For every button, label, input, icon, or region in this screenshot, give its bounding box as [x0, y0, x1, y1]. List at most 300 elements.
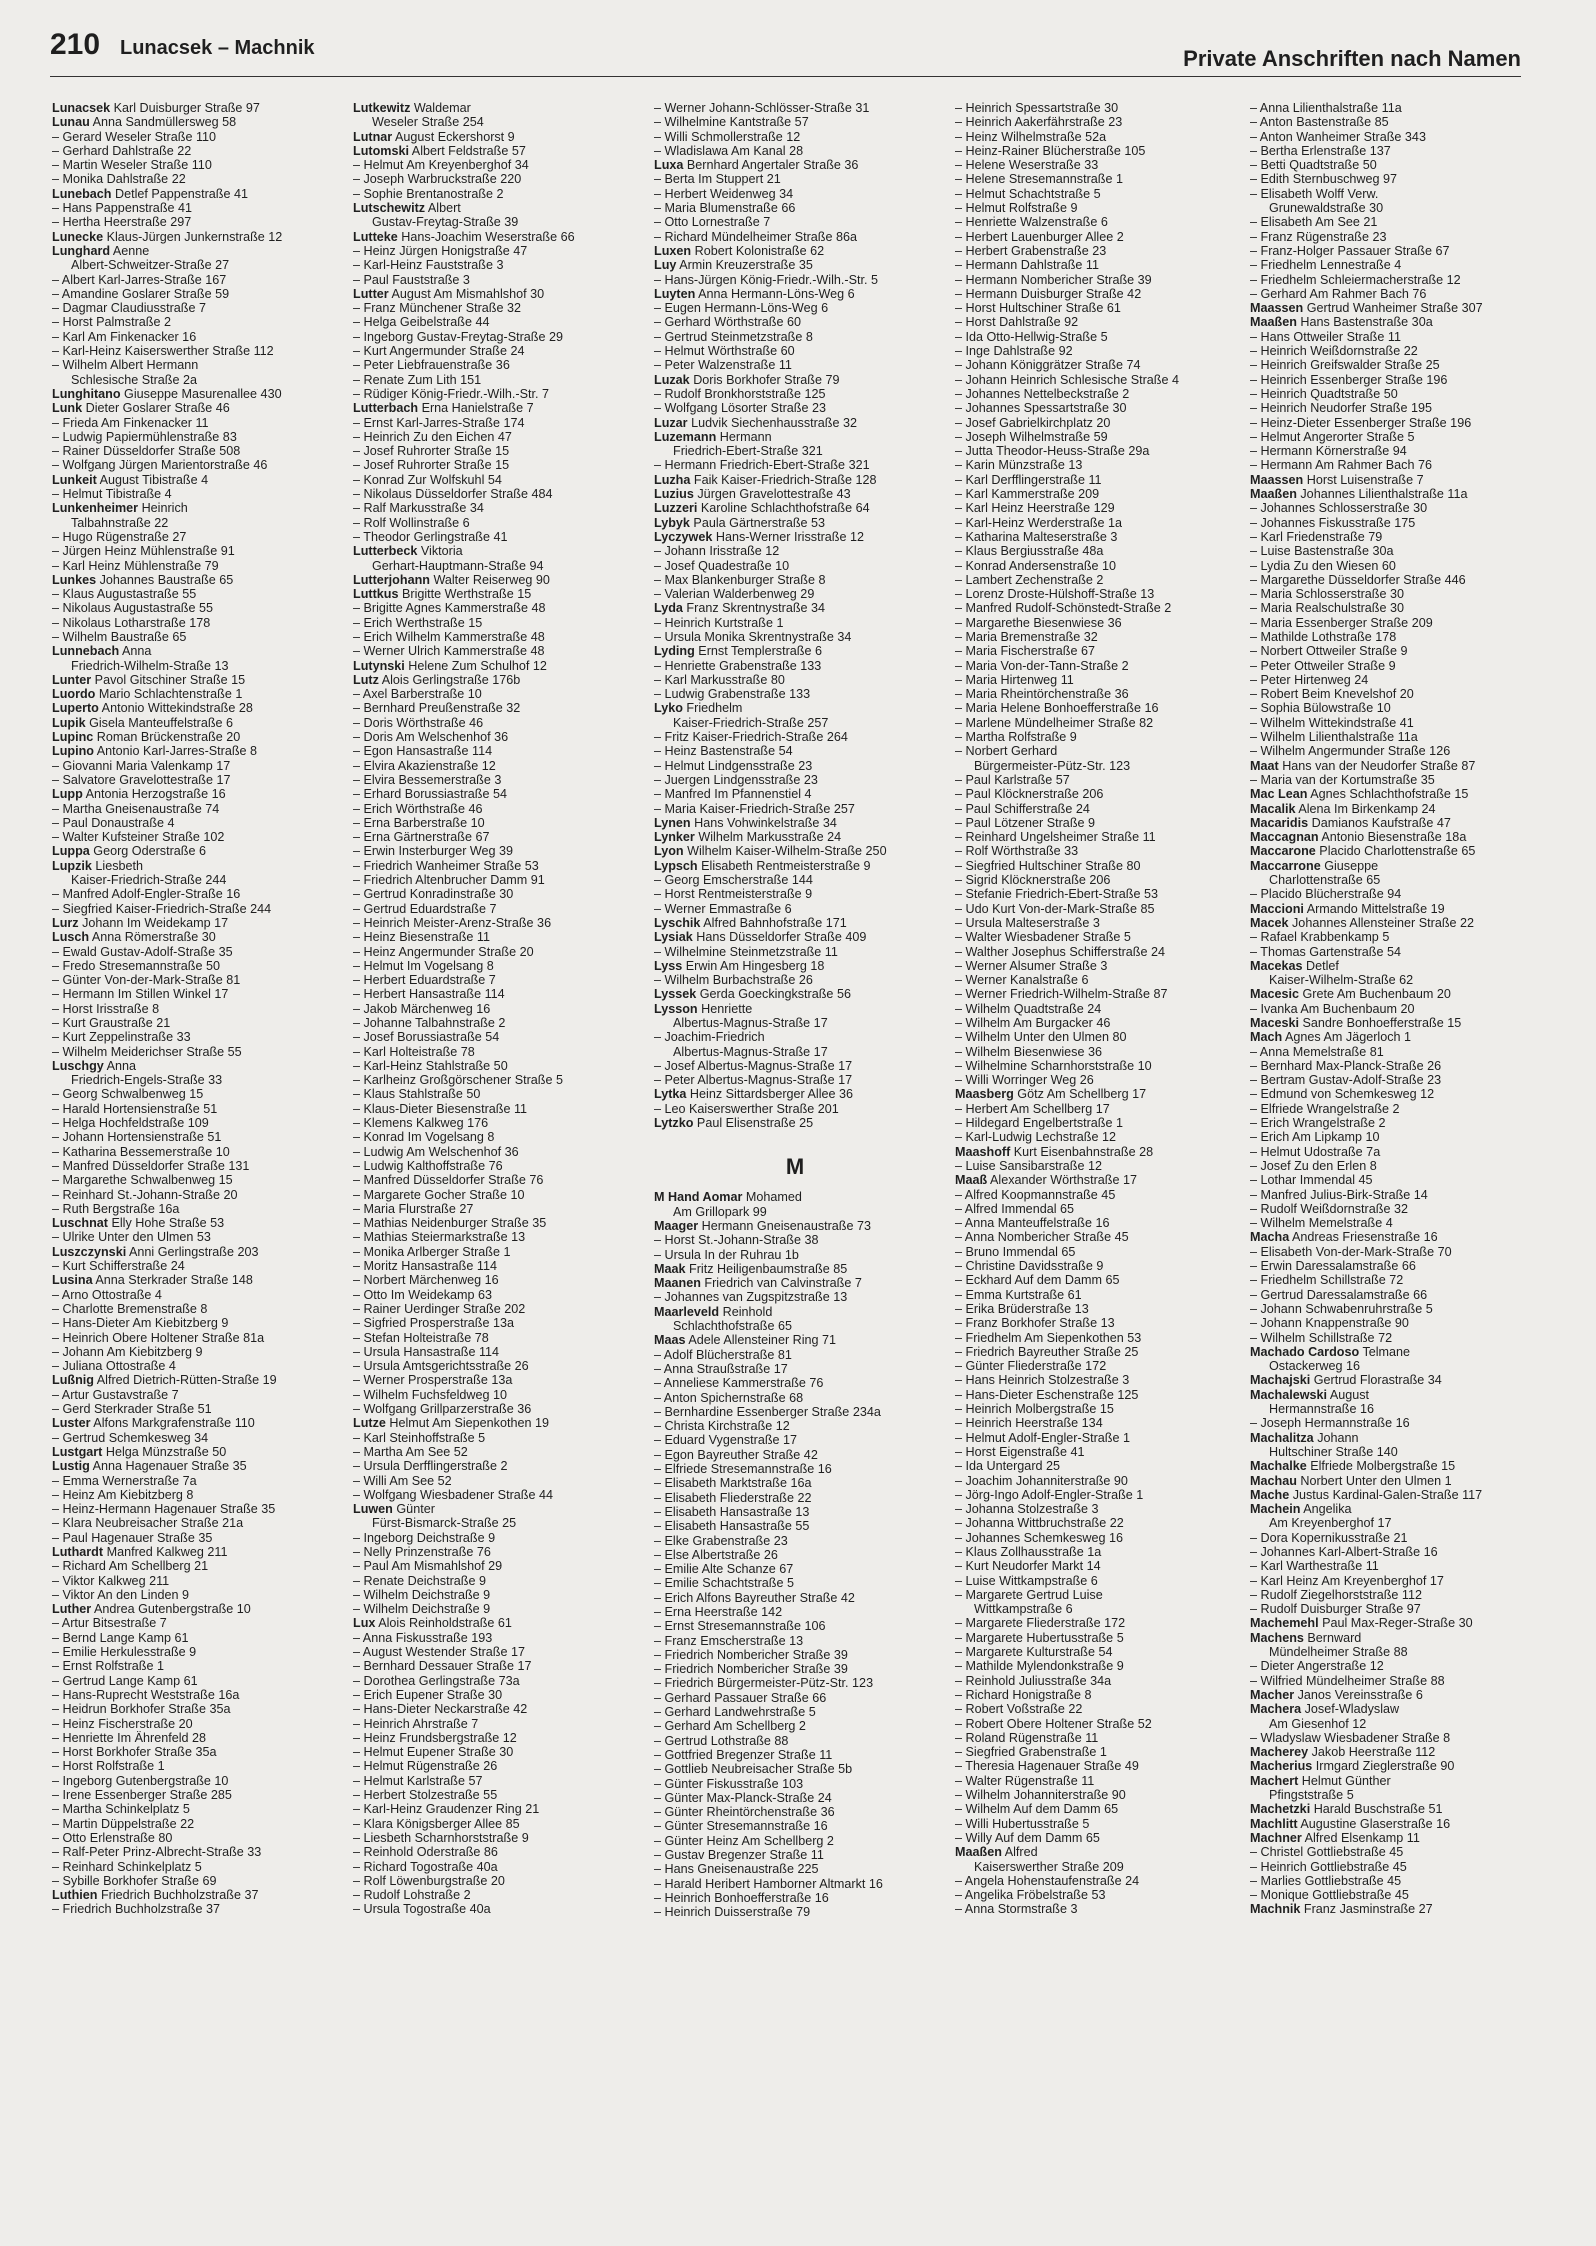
- column-2: [353, 101, 635, 1917]
- address-entry: – Henriette Walzenstraße 6: [955, 215, 1108, 230]
- address-entry: – Betti Quadtstraße 50: [1250, 158, 1377, 173]
- address-entry: – Max Blankenburger Straße 8: [654, 572, 826, 587]
- address-entry: – Horst Palmstraße 2: [52, 315, 171, 330]
- address-entry: – Erna Barberstraße 10: [353, 815, 485, 830]
- address-entry: – Maria van der Kortumstraße 35: [1250, 772, 1435, 787]
- address-entry: – Anneliese Kammerstraße 76: [654, 1376, 824, 1391]
- surname-entry: Lunebach Detlef Pappenstraße 41: [52, 186, 248, 201]
- address-entry: – Ursula Hansastraße 114: [353, 1344, 500, 1359]
- address-entry: – Johann Knappenstraße 90: [1250, 1316, 1409, 1331]
- surname-entry: Maccarrone Giuseppe: [1250, 858, 1379, 873]
- address-entry: – Klaus Augustastraße 55: [52, 587, 197, 602]
- surname-entry: Lustgart Helga Münzstraße 50: [52, 1444, 227, 1459]
- surname-entry: Lutkewitz Waldemar: [353, 101, 471, 115]
- surname-entry: Lysiak Hans Düsseldorfer Straße 409: [654, 930, 867, 945]
- address-entry: – Manfred Düsseldorfer Straße 131: [52, 1158, 250, 1173]
- surname-entry: Machau Norbert Unter den Ulmen 1: [1250, 1473, 1452, 1488]
- surname-entry: Lyda Franz Skrentnystraße 34: [654, 601, 826, 616]
- address-entry: – Johannes Nettelbeckstraße 2: [955, 386, 1130, 401]
- address-entry: – Klaus Bergiusstraße 48a: [955, 544, 1104, 559]
- entry-continuation: Hultschiner Straße 140: [1269, 1444, 1398, 1459]
- entry-continuation: Mündelheimer Straße 88: [1269, 1645, 1408, 1660]
- address-entry: – Erich Werthstraße 15: [353, 615, 483, 630]
- address-entry: – Manfred Im Pfannenstiel 4: [654, 787, 812, 802]
- address-entry: – Werner Prosperstraße 13a: [353, 1373, 513, 1388]
- address-entry: – Johanna Stolzestraße 3: [955, 1502, 1099, 1517]
- address-entry: – Hans-Dieter Am Kiebitzberg 9: [52, 1316, 229, 1331]
- surname-entry: Lysson Henriette: [654, 1001, 753, 1016]
- address-entry: – Ingeborg Gutenbergstraße 10: [52, 1773, 229, 1788]
- address-entry: – Axel Barberstraße 10: [353, 687, 482, 702]
- address-entry: – Maria Kaiser-Friedrich-Straße 257: [654, 801, 855, 816]
- address-entry: – Gerd Sterkrader Straße 51: [52, 1402, 212, 1417]
- surname-entry: Lux Alois Reinholdstraße 61: [353, 1616, 512, 1631]
- address-entry: – Paul Donaustraße 4: [52, 815, 175, 830]
- address-entry: – Monique Gottliebstraße 45: [1250, 1888, 1409, 1903]
- address-entry: – Karl-Heinz Stahlstraße 50: [353, 1058, 508, 1073]
- surname-entry: Lutterjohann Walter Reiserweg 90: [353, 572, 550, 587]
- address-entry: – Karl-Heinz Werderstraße 1a: [955, 515, 1123, 530]
- address-entry: – Luise Bastenstraße 30a: [1250, 544, 1394, 559]
- address-entry: – Wilhelmine Steinmetzstraße 11: [654, 944, 838, 959]
- page-header: [50, 28, 1521, 78]
- surname-entry: Lyding Ernst Templerstraße 6: [654, 644, 822, 659]
- header-rule: [50, 76, 1521, 77]
- address-entry: – Willi Hubertusstraße 5: [955, 1816, 1090, 1831]
- address-entry: – Wilhelm Burbachstraße 26: [654, 973, 813, 988]
- address-entry: – Katharina Malteserstraße 3: [955, 529, 1118, 544]
- address-entry: – Renate Deichstraße 9: [353, 1573, 487, 1588]
- address-entry: – Johannes Fiskusstraße 175: [1250, 515, 1416, 530]
- address-entry: – Hermann Dahlstraße 11: [955, 258, 1099, 273]
- surname-entry: Maarleveld Reinhold: [654, 1304, 773, 1319]
- address-entry: – Josef Albertus-Magnus-Straße 17: [654, 1058, 853, 1073]
- address-entry: – Henriette Grabenstraße 133: [654, 658, 822, 673]
- address-entry: – Anna Stormstraße 3: [955, 1902, 1078, 1917]
- address-entry: – Nelly Prinzenstraße 76: [353, 1544, 491, 1559]
- address-entry: – Karl-Ludwig Lechstraße 12: [955, 1130, 1117, 1145]
- surname-entry: Lutz Alois Gerlingstraße 176b: [353, 672, 521, 687]
- address-entry: – Josef Gabrielkirchplatz 20: [955, 415, 1111, 430]
- address-entry: – Herbert Stolzestraße 55: [353, 1788, 498, 1803]
- address-entry: – Günter Rheintörchenstraße 36: [654, 1805, 835, 1820]
- surname-entry: Lupinc Roman Brückenstraße 20: [52, 730, 241, 745]
- surname-entry: Luy Armin Kreuzerstraße 35: [654, 258, 813, 273]
- address-entry: – Erich Wrangelstraße 2: [1250, 1116, 1386, 1131]
- address-entry: – Brigitte Agnes Kammerstraße 48: [353, 601, 546, 616]
- address-entry: – Friedrich Wanheimer Straße 53: [353, 858, 539, 873]
- address-entry: – Bernhard Dessauer Straße 17: [353, 1659, 532, 1674]
- address-entry: – Christel Gottliebstraße 45: [1250, 1845, 1404, 1860]
- address-entry: – Heinrich Meister-Arenz-Straße 36: [353, 915, 552, 930]
- address-entry: – Manfred Adolf-Engler-Straße 16: [52, 887, 241, 902]
- surname-entry: Maaßen Alfred: [955, 1845, 1038, 1860]
- address-entry: – Theodor Gerlingstraße 41: [353, 529, 508, 544]
- address-entry: – Josef Zu den Erlen 8: [1250, 1158, 1377, 1173]
- address-entry: – Jakob Märchenweg 16: [353, 1001, 491, 1016]
- address-entry: – Günter Von-der-Mark-Straße 81: [52, 973, 241, 988]
- surname-entry: Lypsch Elisabeth Rentmeisterstraße 9: [654, 858, 871, 873]
- address-entry: – Helmut Schachtstraße 5: [955, 186, 1101, 201]
- address-entry: – Reinhold Juliusstraße 34a: [955, 1673, 1112, 1688]
- surname-entry: Maaßen Johannes Lilienthalstraße 11a: [1250, 487, 1468, 502]
- address-entry: – Friedrich Altenbrucher Damm 91: [353, 873, 545, 888]
- surname-entry: Macesic Grete Am Buchenbaum 20: [1250, 987, 1451, 1002]
- address-entry: – Maria Flurstraße 27: [353, 1201, 474, 1216]
- address-entry: – Rolf Wollinstraße 6: [353, 515, 470, 530]
- entry-continuation: Kaiser-Friedrich-Straße 244: [71, 873, 227, 888]
- address-entry: – Martin Weseler Straße 110: [52, 158, 212, 173]
- address-entry: – Horst Eigenstraße 41: [955, 1444, 1085, 1459]
- surname-entry: Macalik Alena Im Birkenkamp 24: [1250, 801, 1436, 816]
- entry-continuation: Friedrich-Wilhelm-Straße 13: [71, 658, 229, 673]
- surname-entry: Luszczynski Anni Gerlingstraße 203: [52, 1244, 259, 1259]
- address-entry: – Heinz Fischerstraße 20: [52, 1716, 193, 1731]
- address-entry: – Johann Am Kiebitzberg 9: [52, 1344, 203, 1359]
- address-entry: – Heinrich Neudorfer Straße 195: [1250, 401, 1433, 416]
- address-entry: – Karl Warthestraße 11: [1250, 1559, 1379, 1574]
- address-entry: – Robert Obere Holtener Straße 52: [955, 1716, 1152, 1731]
- surname-entry: Machajski Gertrud Florastraße 34: [1250, 1373, 1442, 1388]
- address-entry: – Ludwig Kalthoffstraße 76: [353, 1158, 503, 1173]
- address-entry: – Richard Am Schellberg 21: [52, 1559, 209, 1574]
- surname-entry: Luzar Ludvik Siechenhausstraße 32: [654, 415, 858, 430]
- address-entry: – Friedrich Bayreuther Straße 25: [955, 1344, 1139, 1359]
- surname-entry: M Hand Aomar Mohamed: [654, 1190, 802, 1205]
- address-entry: – Bruno Immendal 65: [955, 1244, 1076, 1259]
- surname-entry: Lunacsek Karl Duisburger Straße 97: [52, 101, 260, 115]
- surname-entry: Lyon Wilhelm Kaiser-Wilhelm-Straße 250: [654, 844, 887, 859]
- address-entry: – Friedhelm Schleiermacherstraße 12: [1250, 272, 1461, 287]
- address-entry: – Ralf-Peter Prinz-Albrecht-Straße 33: [52, 1845, 262, 1860]
- address-entry: – Joachim Johanniterstraße 90: [955, 1473, 1128, 1488]
- address-entry: – Hans Heinrich Stolzestraße 3: [955, 1373, 1130, 1388]
- address-entry: – Bernd Lange Kamp 61: [52, 1630, 189, 1645]
- address-entry: – Wladislawa Am Kanal 28: [654, 143, 804, 158]
- address-entry: – Elisabeth Hansastraße 13: [654, 1504, 810, 1519]
- entry-continuation: Pfingststraße 5: [1269, 1788, 1354, 1803]
- address-entry: – Jörg-Ingo Adolf-Engler-Straße 1: [955, 1487, 1144, 1502]
- surname-entry: Machens Bernward: [1250, 1630, 1362, 1645]
- column-3: [654, 101, 936, 1920]
- address-entry: – Karl-Heinz Kaiserswerther Straße 112: [52, 344, 274, 359]
- address-entry: – Ursula Togostraße 40a: [353, 1902, 491, 1917]
- surname-entry: Machalewski August: [1250, 1387, 1370, 1402]
- address-entry: – Alfred Koopmannstraße 45: [955, 1187, 1116, 1202]
- address-entry: – Bertram Gustav-Adolf-Straße 23: [1250, 1073, 1442, 1088]
- address-entry: – Herbert Eduardstraße 7: [353, 973, 496, 988]
- entry-continuation: Bürgermeister-Pütz-Str. 123: [974, 758, 1131, 773]
- surname-entry: Maashoff Kurt Eisenbahnstraße 28: [955, 1144, 1154, 1159]
- address-entry: – Maria Realschulstraße 30: [1250, 601, 1404, 616]
- address-entry: – Helene Weserstraße 33: [955, 158, 1099, 173]
- address-entry: – Kurt Neudorfer Markt 14: [955, 1559, 1101, 1574]
- address-entry: – Wilhelm Deichstraße 9: [353, 1587, 491, 1602]
- address-entry: – Placido Blücherstraße 94: [1250, 887, 1402, 902]
- entry-continuation: Gerhart-Hauptmann-Straße 94: [372, 558, 544, 573]
- surname-entry: Luperto Antonio Wittekindstraße 28: [52, 701, 253, 716]
- address-entry: – Wilfried Mündelheimer Straße 88: [1250, 1673, 1445, 1688]
- address-entry: – Artur Bitsestraße 7: [52, 1616, 167, 1631]
- address-entry: – Ivanka Am Buchenbaum 20: [1250, 1001, 1415, 1016]
- address-entry: – Hermann Am Rahmer Bach 76: [1250, 458, 1432, 473]
- surname-entry: Lupino Antonio Karl-Jarres-Straße 8: [52, 744, 258, 759]
- surname-entry: Lyschik Alfred Bahnhofstraße 171: [654, 915, 847, 930]
- address-entry: – Margarete Hubertusstraße 5: [955, 1630, 1124, 1645]
- address-entry: – Hugo Rügenstraße 27: [52, 529, 187, 544]
- address-entry: – Ida Untergard 25: [955, 1459, 1061, 1474]
- address-entry: – Herbert Weidenweg 34: [654, 186, 794, 201]
- address-entry: – Paul Fauststraße 3: [353, 272, 470, 287]
- address-entry: – Kurt Angermunder Straße 24: [353, 344, 525, 359]
- address-entry: – Karl Am Finkenacker 16: [52, 329, 197, 344]
- address-entry: – Eckhard Auf dem Damm 65: [955, 1273, 1120, 1288]
- address-entry: – Wilhelm Baustraße 65: [52, 629, 187, 644]
- address-entry: – Heinz Angermunder Straße 20: [353, 944, 534, 959]
- address-entry: – Siegfried Hultschiner Straße 80: [955, 858, 1141, 873]
- section-title: Private Anschriften nach Namen: [1183, 46, 1521, 71]
- address-entry: – Wilhelm Wittekindstraße 41: [1250, 715, 1414, 730]
- address-entry: – Kurt Graustraße 21: [52, 1016, 171, 1030]
- surname-entry: Mach Agnes Am Jägerloch 1: [1250, 1030, 1412, 1045]
- address-entry: – Johannes Karl-Albert-Straße 16: [1250, 1544, 1438, 1559]
- address-entry: – Wolfgang Grillparzerstraße 36: [353, 1402, 532, 1417]
- address-entry: – Willy Auf dem Damm 65: [955, 1830, 1100, 1845]
- address-entry: – Ursula Malteserstraße 3: [955, 915, 1100, 930]
- address-entry: – Bernhard Preußenstraße 32: [353, 701, 521, 716]
- address-entry: – Franz Emscherstraße 13: [654, 1633, 804, 1648]
- address-entry: – Klara Neubreisacher Straße 21a: [52, 1516, 244, 1531]
- address-entry: – Margarethe Schwalbenweg 15: [52, 1173, 233, 1188]
- address-entry: – Marlies Gottliebstraße 45: [1250, 1873, 1402, 1888]
- address-entry: – Robert Beim Knevelshof 20: [1250, 687, 1414, 702]
- address-entry: – Manfred Düsseldorfer Straße 76: [353, 1173, 544, 1188]
- address-entry: – Karl Markusstraße 80: [654, 672, 785, 687]
- surname-entry: Macek Johannes Allensteiner Straße 22: [1250, 915, 1475, 930]
- address-entry: – Hans Pappenstraße 41: [52, 201, 193, 216]
- address-entry: – Anton Spichernstraße 68: [654, 1390, 804, 1405]
- address-entry: – Gerhard Wörthstraße 60: [654, 315, 801, 330]
- surname-entry: Lutschewitz Albert: [353, 201, 461, 216]
- address-entry: – Hans Gneisenaustraße 225: [654, 1862, 819, 1877]
- surname-entry: Luzak Doris Borkhofer Straße 79: [654, 372, 840, 387]
- address-entry: – Martin Düppelstraße 22: [52, 1816, 195, 1831]
- address-entry: – Maria Helene Bonhoefferstraße 16: [955, 701, 1159, 716]
- surname-entry: Luzemann Hermann: [654, 429, 772, 444]
- address-entry: – Mathias Neidenburger Straße 35: [353, 1216, 547, 1231]
- address-entry: – Paul Lötzener Straße 9: [955, 815, 1096, 830]
- address-entry: – Werner Ulrich Kammerstraße 48: [353, 644, 545, 659]
- surname-entry: Lunghard Aenne: [52, 243, 150, 258]
- address-entry: – Dorothea Gerlingstraße 73a: [353, 1673, 520, 1688]
- address-entry: – Edmund von Schemkesweg 12: [1250, 1087, 1435, 1102]
- address-entry: – Wilhelm Am Burgacker 46: [955, 1016, 1111, 1030]
- address-entry: – Wilhelm Biesenwiese 36: [955, 1044, 1102, 1059]
- address-entry: – Otto Erlenstraße 80: [52, 1830, 173, 1845]
- address-entry: – Albert Karl-Jarres-Straße 167: [52, 272, 227, 287]
- address-entry: – Willi Schmollerstraße 12: [654, 129, 801, 144]
- address-entry: – Gerhard Am Schellberg 2: [654, 1719, 806, 1734]
- address-entry: – Franz Münchener Straße 32: [353, 301, 521, 316]
- address-entry: – Anna Nombericher Straße 45: [955, 1230, 1129, 1245]
- address-entry: – Emma Wernerstraße 7a: [52, 1473, 197, 1488]
- address-entry: – Juliana Ottostraße 4: [52, 1359, 176, 1374]
- address-entry: – Margarethe Düsseldorfer Straße 446: [1250, 572, 1466, 587]
- address-entry: – Johannes Spessartstraße 30: [955, 401, 1127, 416]
- address-entry: – Franz Rügenstraße 23: [1250, 229, 1387, 244]
- address-entry: – Elisabeth Hansastraße 55: [654, 1519, 810, 1534]
- surname-entry: Lußnig Alfred Dietrich-Rütten-Straße 19: [52, 1373, 277, 1388]
- address-entry: – Wilhelm Johanniterstraße 90: [955, 1788, 1126, 1803]
- address-entry: – Luise Sansibarstraße 12: [955, 1158, 1103, 1173]
- address-entry: – Karl Kammerstraße 209: [955, 487, 1100, 502]
- address-entry: – Martha Gneisenaustraße 74: [52, 801, 220, 816]
- address-entry: – Richard Honigstraße 8: [955, 1687, 1092, 1702]
- address-entry: – Rudolf Weißdornstraße 32: [1250, 1201, 1408, 1216]
- address-entry: – Charlotte Bremenstraße 8: [52, 1301, 208, 1316]
- address-entry: – Gerhard Landwehrstraße 5: [654, 1705, 816, 1720]
- address-entry: – Gottlieb Neubreisacher Straße 5b: [654, 1762, 853, 1777]
- address-entry: – Jutta Theodor-Heuss-Straße 29a: [955, 444, 1150, 459]
- surname-entry: Lynker Wilhelm Markusstraße 24: [654, 830, 842, 845]
- address-entry: – Heinz Jürgen Honigstraße 47: [353, 243, 528, 258]
- address-entry: – Elisabeth Marktstraße 16a: [654, 1476, 812, 1491]
- address-entry: – Lydia Zu den Wiesen 60: [1250, 558, 1396, 573]
- address-entry: – Herbert Am Schellberg 17: [955, 1101, 1110, 1116]
- address-entry: – Sigrid Klöcknerstraße 206: [955, 873, 1111, 888]
- address-entry: – Hans Ottweiler Straße 11: [1250, 329, 1401, 344]
- address-entry: – Rüdiger König-Friedr.-Wilh.-Str. 7: [353, 386, 549, 401]
- address-entry: – Heinrich Gottliebstraße 45: [1250, 1859, 1407, 1874]
- address-entry: – Otto Im Weidekamp 63: [353, 1287, 493, 1302]
- address-entry: – Udo Kurt Von-der-Mark-Straße 85: [955, 901, 1155, 916]
- address-entry: – Rolf Löwenburgstraße 20: [353, 1873, 505, 1888]
- surname-entry: Lustig Anna Hagenauer Straße 35: [52, 1459, 247, 1474]
- address-entry: – Heinrich Weißdornstraße 22: [1250, 344, 1418, 359]
- address-entry: – Maria Schlosserstraße 30: [1250, 587, 1404, 602]
- address-entry: – Margarethe Biesenwiese 36: [955, 615, 1122, 630]
- address-entry: – Jürgen Heinz Mühlenstraße 91: [52, 544, 235, 559]
- address-entry: – Martha Schinkelplatz 5: [52, 1802, 190, 1817]
- address-entry: – Paul Am Mismahlshof 29: [353, 1559, 503, 1574]
- address-entry: – Wilhelmine Scharnhorststraße 10: [955, 1058, 1152, 1073]
- address-entry: – Bernhardine Essenberger Straße 234a: [654, 1404, 881, 1419]
- address-entry: – Reinhold Oderstraße 86: [353, 1845, 498, 1860]
- address-entry: – Ralf Markusstraße 34: [353, 501, 484, 516]
- address-entry: – Christine Davidsstraße 9: [955, 1259, 1104, 1274]
- address-entry: – Horst Borkhofer Straße 35a: [52, 1745, 217, 1760]
- surname-entry: Machert Helmut Günther: [1250, 1773, 1391, 1788]
- surname-entry: Machnik Franz Jasminstraße 27: [1250, 1902, 1433, 1917]
- address-entry: – Peter Hirtenweg 24: [1250, 672, 1369, 687]
- surname-entry: Maak Fritz Heiligenbaumstraße 85: [654, 1261, 848, 1276]
- address-entry: – Wladyslaw Wiesbadener Straße 8: [1250, 1730, 1451, 1745]
- address-entry: – Rainer Düsseldorfer Straße 508: [52, 444, 241, 459]
- surname-entry: Mache Justus Kardinal-Galen-Straße 117: [1250, 1487, 1483, 1502]
- surname-entry: Macekas Detlef: [1250, 958, 1339, 973]
- surname-entry: Maager Hermann Gneisenaustraße 73: [654, 1218, 872, 1233]
- address-entry: – Bertha Erlenstraße 137: [1250, 143, 1391, 158]
- address-entry: – Werner Kanalstraße 6: [955, 973, 1089, 988]
- address-entry: – Bernhard Max-Planck-Straße 26: [1250, 1058, 1442, 1073]
- address-entry: – Otto Lornestraße 7: [654, 215, 771, 230]
- surname-entry: Lunkes Johannes Baustraße 65: [52, 572, 234, 587]
- address-entry: – Karl Holteistraße 78: [353, 1044, 475, 1059]
- address-entry: – Hans-Dieter Eschenstraße 125: [955, 1387, 1139, 1402]
- address-entry: – Viktor Kalkweg 211: [52, 1573, 170, 1588]
- address-entry: – Anna Manteuffelstraße 16: [955, 1216, 1110, 1231]
- address-entry: – Anna Straußstraße 17: [654, 1361, 788, 1376]
- address-entry: – Helmut Eupener Straße 30: [353, 1745, 514, 1760]
- address-entry: – Edith Sternbuschweg 97: [1250, 172, 1398, 187]
- surname-entry: Macherius Irmgard Zieglerstraße 90: [1250, 1759, 1455, 1774]
- address-entry: – Gottfried Bregenzer Straße 11: [654, 1747, 833, 1762]
- address-entry: – Erna Heerstraße 142: [654, 1604, 783, 1619]
- address-entry: – Thomas Gartenstraße 54: [1250, 944, 1401, 959]
- address-entry: – Elvira Akazienstraße 12: [353, 758, 496, 773]
- address-entry: – Reinhard St.-Johann-Straße 20: [52, 1187, 238, 1202]
- address-entry: – Hans-Dieter Neckarstraße 42: [353, 1702, 528, 1717]
- address-entry: – Valerian Walderbenweg 29: [654, 587, 815, 602]
- address-entry: – Margarete Gertrud Luise: [955, 1587, 1103, 1602]
- address-entry: – Friedhelm Am Siepenkothen 53: [955, 1330, 1142, 1345]
- address-entry: – Friedrich Nombericher Straße 39: [654, 1647, 848, 1662]
- address-entry: – Günter Fliederstraße 172: [955, 1359, 1107, 1374]
- address-entry: – Helmut Adolf-Engler-Straße 1: [955, 1430, 1130, 1445]
- surname-entry: Machlitt Augustine Glaserstraße 16: [1250, 1816, 1451, 1831]
- surname-entry: Macha Andreas Friesenstraße 16: [1250, 1230, 1438, 1245]
- address-entry: – Hermann Körnerstraße 94: [1250, 444, 1407, 459]
- address-entry: – Peter Albertus-Magnus-Straße 17: [654, 1073, 853, 1088]
- address-entry: – Johanna Wittbruchstraße 22: [955, 1516, 1124, 1531]
- surname-entry: Maat Hans van der Neudorfer Straße 87: [1250, 758, 1476, 773]
- surname-entry: Maasberg Götz Am Schellberg 17: [955, 1087, 1147, 1102]
- surname-entry: Lutteke Hans-Joachim Weserstraße 66: [353, 229, 575, 244]
- address-entry: – Karl Steinhoffstraße 5: [353, 1430, 486, 1445]
- address-entry: – Gertrud Lothstraße 88: [654, 1733, 789, 1748]
- address-entry: – Herbert Lauenburger Allee 2: [955, 229, 1124, 244]
- surname-entry: Machein Angelika: [1250, 1502, 1352, 1517]
- surname-entry: Luther Andrea Gutenbergstraße 10: [52, 1602, 251, 1617]
- entry-continuation: Albertus-Magnus-Straße 17: [673, 1016, 828, 1030]
- address-entry: – Klaus-Dieter Biesenstraße 11: [353, 1101, 528, 1116]
- address-entry: – Heinrich Essenberger Straße 196: [1250, 372, 1448, 387]
- address-entry: – Hermann Im Stillen Winkel 17: [52, 987, 229, 1002]
- address-entry: – Ruth Bergstraße 16a: [52, 1201, 180, 1216]
- address-entry: – Johanne Talbahnstraße 2: [353, 1016, 506, 1030]
- address-entry: – Elisabeth Fliederstraße 22: [654, 1490, 812, 1505]
- address-entry: – Frieda Am Finkenacker 11: [52, 415, 209, 430]
- surname-entry: Lunnebach Anna: [52, 644, 152, 659]
- address-entry: – Kurt Zeppelinstraße 33: [52, 1030, 191, 1045]
- address-entry: – Manfred Rudolf-Schönstedt-Straße 2: [955, 601, 1172, 616]
- address-entry: – Helmut Tibistraße 4: [52, 487, 172, 502]
- entry-continuation: Talbahnstraße 22: [71, 515, 169, 530]
- column-5: [1250, 101, 1532, 1917]
- address-entry: – Werner Friedrich-Wilhelm-Straße 87: [955, 987, 1168, 1002]
- address-entry: – Klaus Zollhausstraße 1a: [955, 1544, 1102, 1559]
- surname-entry: Lunkenheimer Heinrich: [52, 501, 188, 516]
- address-entry: – Erwin Daressalamstraße 66: [1250, 1259, 1416, 1274]
- address-entry: – Günter Max-Planck-Straße 24: [654, 1790, 832, 1805]
- address-entry: – Christa Kirchstraße 12: [654, 1419, 790, 1434]
- surname-entry: Lutterbeck Viktoria: [353, 544, 463, 559]
- address-entry: – Ursula Amtsgerichtsstraße 26: [353, 1359, 529, 1374]
- address-entry: – Rafael Krabbenkamp 5: [1250, 930, 1390, 945]
- surname-entry: Lybyk Paula Gärtnerstraße 53: [654, 515, 826, 530]
- address-entry: – Ernst Karl-Jarres-Straße 174: [353, 415, 525, 430]
- address-entry: – Norbert Gerhard: [955, 744, 1058, 759]
